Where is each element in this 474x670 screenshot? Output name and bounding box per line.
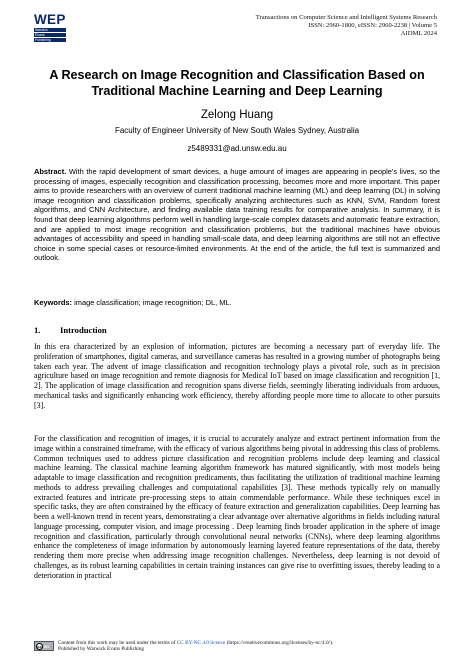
section-number: 1. <box>34 325 41 335</box>
cc-license-badge <box>34 641 54 651</box>
keywords-label: Keywords: <box>34 298 73 307</box>
author-email: z5489331@ad.unsw.edu.au <box>187 144 287 153</box>
license-footer <box>34 640 444 658</box>
body-paragraph: In this era characterized by an explosion of information, pictures are becoming a necessary part of everyday life. The proliferation of smartphones, digital cameras, and surveillance cameras has resulted in a growing number of photographs being taken each year. The advent of image classification and recognition technology plays a pivotal role, such as in precision agriculture based on image recognition and remote diagnosis for Medical IoT based on image classification and recognition [1, 2]. The application of image classification and recognition spans diverse fields, seemingly liberating individuals from arduous, mechanical tasks and significantly enhancing work efficiency, thereby affording people more time to allocate to other pursuits [3]. <box>34 342 440 410</box>
journal-issn: ISSN: 2960-1800, eISSN: 2960-2238 | Volume 5 <box>308 22 437 30</box>
logo-wordmark: WEP <box>34 12 66 27</box>
publisher-note: Published by Warwick Evans Publishing <box>58 646 144 653</box>
abstract-label: Abstract. <box>34 167 67 176</box>
logo-bars <box>34 28 72 42</box>
logo-bar: Evans <box>34 33 66 37</box>
journal-name: Transactions on Computer Science and Intelligent Systems Research <box>255 14 437 21</box>
license-text <box>58 640 444 653</box>
section-heading <box>34 325 107 336</box>
abstract <box>34 167 440 263</box>
license-url: (https://creativecommons.org/licenses/by-nc/4.0/). <box>225 640 334 646</box>
body-paragraph: For the classification and recognition of images, it is crucial to accurately analyze and extract pertinent information from the image within a constrained timeframe, with the efficacy of various algorithms being pivotal in addressing this class of problems. Common techniques used to address picture classification and recognition problems include deep learning and classical machine learning. The classical machine learning algorithm framework has matured significantly, with most models being adaptable to image classification and recognition predicaments, thus facilitating the utilization of traditional machine learning methods to address prevailing challenges and computational capabilities [3]. These methods typically rely on manually extracted features and intricate pre-processing steps to attain commendable performance. While these techniques excel in specific tasks, they are often constrained by the efficacy of feature extraction and generalization capabilities. Deep learning has been a well-known trend in recent years, demonstrating a clear advantage over alternative algorithms in fields including natural language processing, computer vision, and image processing . Deep learning finds broader application in the sphere of image recognition and classification, particularly through convolutional neural networks (CNNs), where deep learning algorithms enhance the completeness of image information by autonomously learning layered feature representations of the data, thereby rendering them more precise when addressing image recognition challenges. Nevertheless, deep learning is not devoid of challenges, as its robust learning capabilities in certain training instances can give rise to overfitting issues, thereby leading to a deterioration in practical <box>34 434 440 580</box>
abstract-text: With the rapid development of smart devices, a huge amount of images are appearing in people's lives, so the processing of images, especially recognition and classification processing, becomes more and more important. This paper aims to provide researchers with an overview of current traditional machine learning (ML) and deep learning (DL) in solving image recognition and classification problems, specifically analyzing architectures such as KNN, SVM, Random forest algorithms, and CNN Architecture, and finding available data training results for comparative analysis. In summary, it is found that deep learning algorithms perform well in handling large-scale complex datasets and automatic feature extraction, and are applied to most image recognition and classification problems, but the traditional machines have obvious advantages of accessibility and speed in handling small-scale data, and deep learning algorithms are still not an effective choice in some special cases or resource-limited environments. At the end of the article, the full text is summarized and outlook. <box>34 167 440 263</box>
journal-conference: AIDML 2024 <box>400 30 437 38</box>
license-link[interactable]: CC BY-NC 4.0 licence <box>176 640 226 646</box>
publisher-logo <box>34 13 72 42</box>
author-affiliation: Faculty of Engineer University of New South Wales Sydney, Australia <box>114 126 360 135</box>
logo-bar: Publishing <box>34 38 66 42</box>
paper-title: A Research on Image Recognition and Classification Based on Traditional Machine Learning and Deep Learning <box>49 68 425 98</box>
section-title: Introduction <box>60 325 107 335</box>
keywords-text: image classification; image recognition; DL, ML. <box>74 298 232 307</box>
author-name: Zelong Huang <box>200 109 274 121</box>
keywords <box>34 298 440 308</box>
by-icon: BY <box>44 644 50 649</box>
license-prefix: Content from this work may be used under the terms of <box>58 640 177 646</box>
journal-header <box>256 14 437 39</box>
cc-icon: cc <box>37 644 42 649</box>
logo-bar: Warwick <box>34 28 66 32</box>
